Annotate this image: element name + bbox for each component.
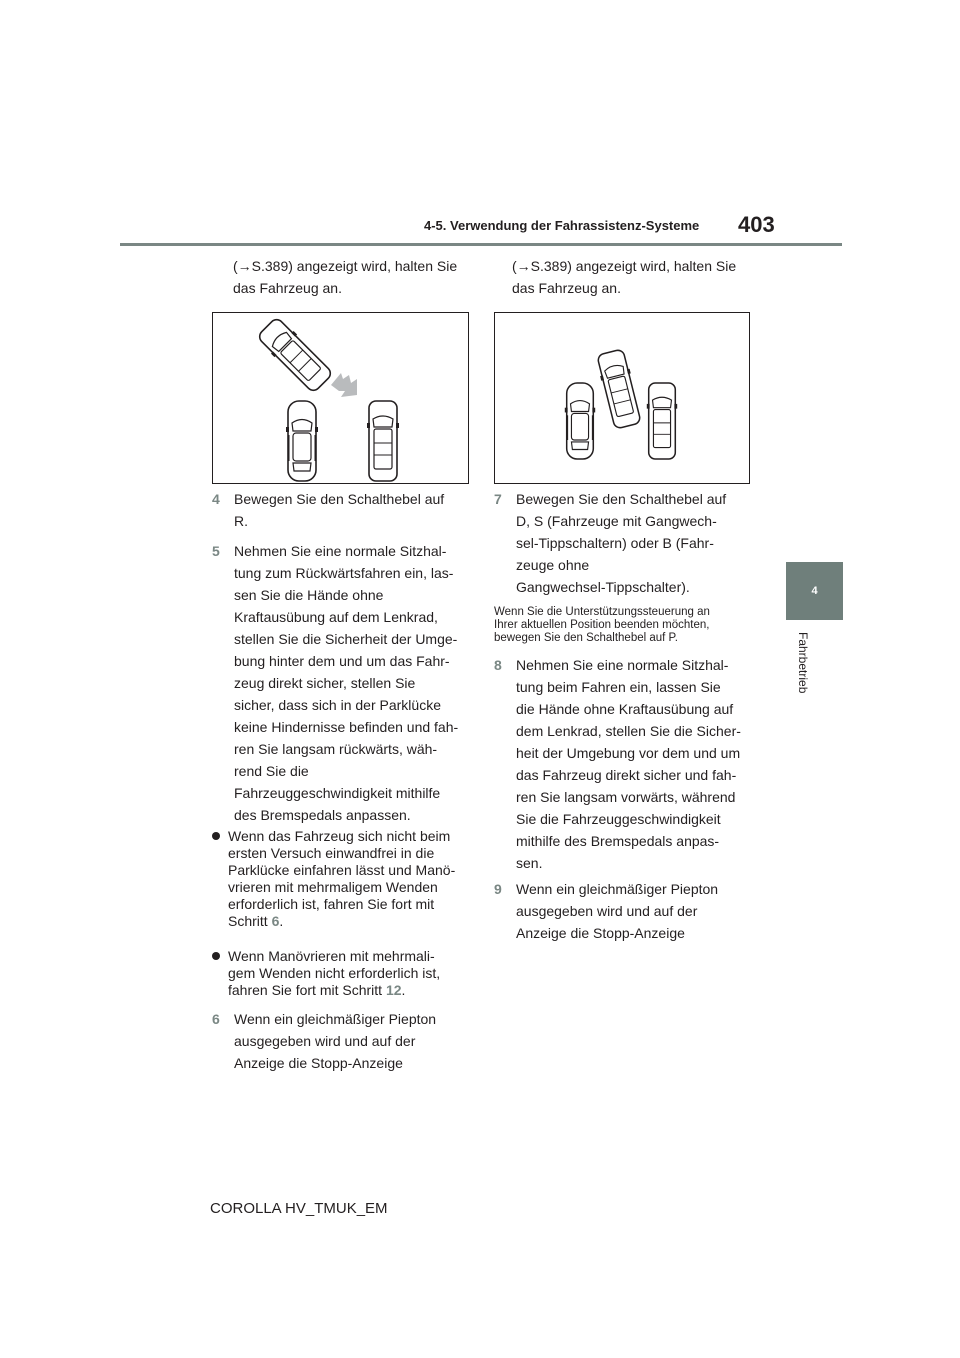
- footer-model-code: COROLLA HV_TMUK_EM: [210, 1200, 388, 1217]
- text-line: Parklücke einfahren lässt und Manö-: [228, 862, 456, 878]
- left-intro: [233, 255, 457, 299]
- text-line: Sie die Fahrzeuggeschwindigkeit: [516, 811, 721, 827]
- figure-forward-parking: [494, 312, 750, 484]
- text-line: Nehmen Sie eine normale Sitzhal-: [234, 543, 447, 559]
- text-fragment: fahren Sie fort mit Schritt: [228, 982, 386, 998]
- note-text: [494, 606, 710, 645]
- bullet-item: [212, 948, 472, 1004]
- parking-diagram-left: [213, 313, 468, 483]
- parked-car-left: [286, 401, 318, 481]
- parked-car-right: [647, 383, 677, 459]
- text-line: das Fahrzeug an.: [512, 280, 621, 296]
- maneuvering-car: [595, 348, 643, 429]
- text-line: ersten Versuch einwandfrei in die: [228, 845, 435, 861]
- text-line: zeuge ohne: [516, 557, 590, 573]
- text-line: Gangwechsel-Tippschalter).: [516, 579, 690, 595]
- text-line: Wenn Manövrieren mit mehrmali-: [228, 948, 435, 964]
- text-fragment: .: [401, 982, 406, 998]
- text-line: Bewegen Sie den Schalthebel auf: [234, 491, 445, 507]
- text-line: ren Sie langsam vorwärts, während: [516, 789, 736, 805]
- page-number: 403: [738, 212, 775, 237]
- moving-car: [255, 315, 334, 394]
- bullet-dot-icon: [212, 952, 220, 960]
- text-fragment: .: [279, 913, 284, 929]
- text-line: vrieren mit mehrmaligem Wenden: [228, 879, 438, 895]
- text-line: Ihrer aktuellen Position beenden möchten,: [494, 619, 710, 631]
- text-line: Wenn das Fahrzeug sich nicht beim: [228, 828, 451, 844]
- text-line: des Bremspedals anpassen.: [234, 807, 411, 823]
- text-line: heit der Umgebung vor dem und um: [516, 745, 741, 761]
- step-number: 7: [494, 491, 502, 507]
- text-line: D, S (Fahrzeuge mit Gangwech-: [516, 513, 717, 529]
- parking-diagram-right: [495, 313, 749, 483]
- text-line: erforderlich ist, fahren Sie fort mit: [228, 896, 435, 912]
- step-4: [212, 488, 472, 532]
- parked-car-right: [367, 401, 399, 481]
- text-line: tung beim Fahren ein, lassen Sie: [516, 679, 721, 695]
- text-line: ausgegeben wird und auf der: [234, 1033, 416, 1049]
- text-line: R.: [234, 513, 248, 529]
- text-line: rend Sie die: [234, 763, 309, 779]
- text-line: (→S.389) angezeigt wird, halten Sie: [233, 258, 458, 274]
- text-line: keine Hindernisse befinden und fah-: [234, 719, 459, 735]
- text-line: [228, 913, 455, 930]
- parked-car-left: [565, 383, 595, 459]
- bullet-item: [212, 828, 472, 938]
- text-line: Fahrzeuggeschwindigkeit mithilfe: [234, 785, 441, 801]
- text-line: dem Lenkrad, stellen Sie die Sicher-: [516, 723, 741, 739]
- text-line: Kraftausübung auf dem Lenkrad,: [234, 609, 438, 625]
- step-number: 5: [212, 543, 220, 559]
- text-line: mithilfe des Bremspedals anpas-: [516, 833, 720, 849]
- step-6: [212, 1008, 472, 1076]
- text-line: Wenn ein gleichmäßiger Piepton: [234, 1011, 437, 1027]
- step-5: [212, 540, 472, 830]
- text-line: sen Sie die Hände ohne: [234, 587, 384, 603]
- direction-arrow-icon: [331, 373, 357, 397]
- text-line: sicher, dass sich in der Parklücke: [234, 697, 441, 713]
- step-9: [494, 878, 754, 946]
- chapter-label: Fahrbetrieb: [796, 632, 810, 694]
- text-line: bewegen Sie den Schalthebel auf P.: [494, 632, 678, 644]
- chapter-tab: [786, 562, 843, 620]
- text-line: Nehmen Sie eine normale Sitzhal-: [516, 657, 729, 673]
- step-number: 4: [212, 491, 220, 507]
- figure-reverse-parking: [212, 312, 469, 484]
- text-line: gem Wenden nicht erforderlich ist,: [228, 965, 441, 981]
- step-7: [494, 488, 754, 600]
- right-intro: [512, 255, 736, 299]
- text-line: sel-Tippschaltern) oder B (Fahr-: [516, 535, 714, 551]
- text-line: (→S.389) angezeigt wird, halten Sie: [512, 258, 737, 274]
- text-line: ausgegeben wird und auf der: [516, 903, 698, 919]
- text-line: bung hinter dem und um das Fahr-: [234, 653, 450, 669]
- header-divider: [120, 243, 842, 246]
- step-reference: 12: [385, 982, 402, 998]
- step-number: 8: [494, 657, 502, 673]
- text-line: ren Sie langsam rückwärts, wäh-: [234, 741, 438, 757]
- text-line: das Fahrzeug direkt sicher und fah-: [516, 767, 737, 783]
- text-line: das Fahrzeug an.: [233, 280, 342, 296]
- text-fragment: Schritt: [228, 913, 272, 929]
- text-line: tung zum Rückwärtsfahren ein, las-: [234, 565, 454, 581]
- text-line: Wenn Sie die Unterstützungssteuerung an: [494, 606, 710, 618]
- text-line: die Hände ohne Kraftausübung auf: [516, 701, 734, 717]
- bullet-dot-icon: [212, 832, 220, 840]
- step-number: 9: [494, 881, 502, 897]
- text-line: stellen Sie die Sicherheit der Umge-: [234, 631, 458, 647]
- text-line: zeug direkt sicher, stellen Sie: [234, 675, 416, 691]
- text-line: sen.: [516, 855, 543, 871]
- step-number: 6: [212, 1011, 220, 1027]
- step-8: [494, 654, 754, 876]
- step-reference: 6: [271, 913, 280, 929]
- chapter-number: 4: [811, 585, 818, 597]
- text-line: Anzeige die Stopp-Anzeige: [516, 925, 685, 941]
- text-line: Anzeige die Stopp-Anzeige: [234, 1055, 403, 1071]
- text-line: Bewegen Sie den Schalthebel auf: [516, 491, 727, 507]
- text-line: Wenn ein gleichmäßiger Piepton: [516, 881, 719, 897]
- section-title: 4-5. Verwendung der Fahrassistenz-Systeme: [424, 218, 700, 233]
- text-line: [228, 982, 440, 999]
